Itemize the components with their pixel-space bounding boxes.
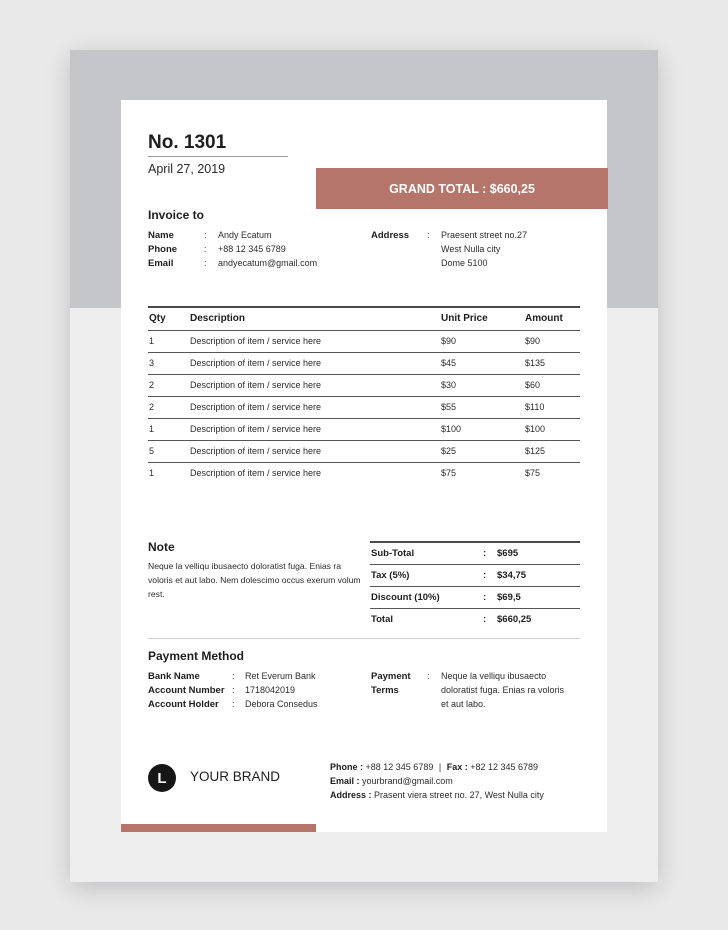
unit-price-cell: $55 [441, 402, 457, 412]
column-header-description: Description [190, 313, 246, 324]
bank-name-label: Bank Name [148, 671, 200, 682]
table-row [148, 331, 580, 353]
invoice-to-heading: Invoice to [148, 208, 205, 222]
column-header-qty: Qty [149, 313, 166, 324]
payment-terms-line-2: doloratist fuga. Enias ra voloris [441, 685, 565, 695]
discount-value: $69,5 [497, 592, 521, 603]
qty-cell: 1 [149, 468, 155, 478]
tax-row [370, 565, 580, 587]
fax-label: Fax : [446, 762, 468, 772]
subtotal-value: $695 [497, 548, 519, 559]
description-cell: Description of item / service here [190, 402, 322, 412]
table-row [148, 353, 580, 375]
separator: : [427, 230, 430, 240]
account-number-value: 1718042019 [245, 685, 296, 695]
phone-label: Phone : [330, 762, 363, 772]
address-label: Address : [330, 790, 372, 800]
email-label: Email : [330, 776, 360, 786]
address-value: Prasent viera street no. 27, West Nulla city [374, 790, 544, 800]
qty-cell: 1 [149, 336, 155, 346]
unit-price-cell: $90 [441, 336, 457, 346]
qty-cell: 2 [149, 402, 155, 412]
unit-price-cell: $75 [441, 468, 457, 478]
account-holder-value: Debora Consedus [245, 699, 318, 709]
separator: : [232, 699, 235, 709]
description-cell: Description of item / service here [190, 468, 322, 478]
footer-phone-line [330, 762, 538, 772]
email-value: yourbrand@gmail.com [362, 776, 453, 786]
description-cell: Description of item / service here [190, 424, 322, 434]
separator: : [483, 592, 487, 603]
amount-cell: $110 [525, 402, 545, 412]
separator: : [204, 244, 207, 254]
amount-cell: $125 [525, 446, 546, 456]
table-row [148, 441, 580, 463]
tax-label: Tax (5%) [371, 570, 410, 581]
unit-price-cell: $30 [441, 380, 457, 390]
address-line-3: Dome 5100 [441, 258, 488, 268]
column-header-unit-price: Unit Price [441, 313, 488, 324]
separator: : [483, 570, 487, 581]
divider [148, 156, 288, 157]
amount-cell: $135 [525, 358, 546, 368]
payment-heading: Payment Method [148, 649, 245, 663]
unit-price-cell: $100 [441, 424, 462, 434]
amount-cell: $90 [525, 336, 541, 346]
invoice-date: April 27, 2019 [148, 162, 226, 176]
address-label: Address [371, 230, 410, 241]
table-row [148, 397, 580, 419]
separator: : [483, 614, 487, 625]
tax-value: $34,75 [497, 570, 527, 581]
description-cell: Description of item / service here [190, 380, 322, 390]
note-text: Neque la velliqu ibusaecto doloratist fuga. Enias ra voloris et aut labo. Nem dolescimo occus exerum volum rest. [148, 561, 361, 599]
separator: : [427, 671, 430, 681]
description-cell: Description of item / service here [190, 336, 322, 346]
description-cell: Description of item / service here [190, 358, 322, 368]
fax-value: +82 12 345 6789 [470, 762, 539, 772]
qty-cell: 3 [149, 358, 155, 368]
separator: : [232, 685, 235, 695]
email-value: andyecatum@gmail.com [218, 258, 318, 268]
phone-value: +88 12 345 6789 [218, 244, 286, 254]
qty-cell: 5 [149, 446, 155, 456]
subtotal-row [370, 543, 580, 565]
subtotal-label: Sub-Total [371, 548, 415, 559]
brand-logo-glyph: L [157, 769, 167, 787]
payment-terms-line-3: et aut labo. [441, 699, 486, 709]
invoice-title: Invoice [452, 96, 608, 145]
name-label: Name [148, 230, 174, 241]
payment-terms-label: Payment [371, 671, 411, 682]
total-value: $660,25 [497, 614, 532, 625]
amount-cell: $60 [525, 380, 541, 390]
phone-label: Phone [148, 244, 178, 255]
separator: : [483, 548, 487, 559]
separator: | [438, 762, 442, 772]
unit-price-cell: $45 [441, 358, 457, 368]
unit-price-cell: $25 [441, 446, 457, 456]
address-line-2: West Nulla city [441, 244, 501, 254]
grand-total-banner: GRAND TOTAL : $660,25 [316, 168, 608, 209]
payment-terms-line-1: Neque la velliqu ibusaecto [441, 671, 547, 681]
phone-value: +88 12 345 6789 [365, 762, 434, 772]
accent-bar [121, 824, 316, 832]
amount-cell: $100 [525, 424, 546, 434]
discount-label: Discount (10%) [371, 592, 440, 603]
column-header-amount: Amount [525, 313, 563, 324]
name-value: Andy Ecatum [218, 230, 272, 240]
qty-cell: 2 [149, 380, 155, 390]
address-line-1: Praesent street no.27 [441, 230, 528, 240]
note-heading: Note [148, 540, 175, 554]
separator: : [204, 230, 207, 240]
brand-logo-icon [148, 764, 176, 792]
amount-cell: $75 [525, 468, 541, 478]
separator: : [204, 258, 207, 268]
discount-row [370, 587, 580, 609]
section-divider [148, 638, 580, 639]
total-row [370, 609, 580, 631]
invoice-number: No. 1301 [148, 132, 227, 153]
email-label: Email [148, 258, 174, 269]
payment-terms-label-2: Terms [371, 685, 399, 696]
qty-cell: 1 [149, 424, 155, 434]
separator: : [232, 671, 235, 681]
description-cell: Description of item / service here [190, 446, 322, 456]
footer-email-line [330, 776, 453, 786]
brand-name: YOUR BRAND [190, 769, 281, 784]
account-holder-label: Account Holder [148, 699, 219, 710]
table-row [148, 375, 580, 397]
footer-address-line [330, 790, 544, 800]
table-row [148, 463, 580, 485]
table-row [148, 419, 580, 441]
bank-name-value: Ret Everum Bank [245, 671, 316, 681]
total-label: Total [371, 614, 393, 625]
table-top-rule [148, 306, 580, 308]
account-number-label: Account Number [148, 685, 225, 696]
